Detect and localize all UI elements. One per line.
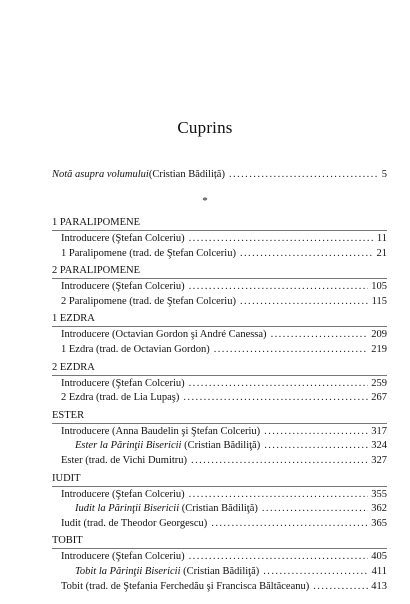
dot-leader — [214, 343, 369, 358]
page-number: 365 — [371, 517, 387, 529]
page-number: 405 — [371, 551, 387, 563]
dot-leader — [240, 295, 369, 310]
toc-entry — [52, 280, 387, 295]
entry-italic-text: Tobit la Părinţii Bisericii — [75, 565, 181, 577]
dot-leader — [240, 247, 374, 262]
dot-leader — [189, 377, 369, 392]
entry-text: (Cristian Bădiliţă) — [179, 503, 258, 515]
dot-leader — [263, 565, 368, 580]
entry-text: Introducere (Ştefan Colceriu) — [61, 281, 185, 293]
section-heading: TOBIT — [52, 534, 387, 549]
toc-entry — [52, 580, 387, 595]
entry-italic-text: Iudit la Părinţii Bisericii — [75, 503, 180, 515]
entry-text: 2 Paralipomene (trad. de Ştefan Colceriu) — [61, 295, 236, 307]
toc-entry — [52, 439, 387, 454]
dot-leader — [211, 517, 368, 532]
entry-text: Introducere (Ştefan Colceriu) — [61, 233, 185, 244]
entry-text: Introducere (Ştefan Colceriu) — [61, 377, 185, 389]
separator-asterisk: * — [202, 195, 208, 207]
toc-entry — [52, 328, 387, 343]
dot-leader — [262, 502, 368, 517]
toc-entry — [52, 377, 387, 392]
toc-section — [52, 312, 387, 357]
page-number: 413 — [371, 580, 387, 592]
toc-entry — [52, 454, 387, 469]
note-entry — [52, 168, 387, 183]
toc-list — [52, 216, 387, 594]
dot-leader — [191, 454, 368, 469]
page-number: 219 — [371, 343, 387, 355]
page-number: 267 — [371, 392, 387, 404]
toc-section — [52, 472, 387, 532]
page-number: 21 — [376, 247, 387, 259]
page-title: Cuprins — [177, 118, 233, 137]
toc-section — [52, 361, 387, 406]
page-number: 115 — [371, 295, 387, 307]
dot-leader — [264, 425, 368, 440]
page-number: 105 — [371, 281, 387, 293]
entry-text: Introducere (Anna Baudelin şi Ştefan Colceriu) — [61, 425, 261, 437]
toc-section — [52, 264, 387, 309]
entry-italic-text: Ester la Părinţii Bisericii — [75, 440, 182, 452]
dot-leader — [189, 488, 369, 503]
entry-text: (Cristian Bădiliţă) — [180, 565, 260, 577]
entry-text: Introducere (Octavian Gordon şi André Canessa) — [61, 329, 267, 341]
dot-leader — [189, 232, 374, 247]
toc-entry — [52, 247, 387, 262]
entry-text: 1 Ezdra (trad. de Octavian Gordon) — [61, 343, 210, 355]
section-heading: 1 EZDRA — [52, 312, 387, 327]
dot-leader — [271, 328, 369, 343]
toc-entry — [52, 550, 387, 565]
page-number: 327 — [371, 454, 387, 466]
dot-leader — [264, 439, 368, 454]
page-number: 11 — [376, 233, 387, 244]
toc-entry — [52, 391, 387, 406]
entry-text: Introducere (Ştefan Colceriu) — [61, 488, 185, 500]
toc-entry — [52, 232, 387, 247]
page-number: 317 — [371, 425, 387, 437]
entry-text: 2 Ezdra (trad. de Lia Lupaş) — [61, 392, 180, 404]
page-number: 209 — [371, 329, 387, 341]
page-number: 324 — [371, 440, 387, 452]
entry-text: Tobit (trad. de Ştefania Ferchedău şi Francisca Băltăceanu) — [61, 580, 310, 592]
toc-entry — [52, 488, 387, 503]
toc-entry — [52, 565, 387, 580]
section-heading: 1 PARALIPOMENE — [52, 216, 387, 231]
page-number: 5 — [381, 169, 387, 180]
toc-entry — [52, 517, 387, 532]
dot-leader — [313, 580, 368, 595]
entry-text: 1 Paralipomene (trad. de Ştefan Colceriu) — [61, 247, 236, 259]
entry-text: Ester (trad. de Vichi Dumitru) — [61, 454, 188, 466]
section-heading: ESTER — [52, 409, 387, 424]
toc-section — [52, 216, 387, 261]
entry-text: Introducere (Ştefan Colceriu) — [61, 551, 185, 563]
entry-text: (Cristian Bădiliță) — [148, 169, 225, 180]
toc-section — [52, 534, 387, 594]
section-heading: IUDIT — [52, 472, 387, 487]
dot-leader — [189, 280, 369, 295]
page-number: 259 — [371, 377, 387, 389]
entry-text: (Cristian Bădiliţă) — [181, 440, 261, 452]
toc-entry — [52, 295, 387, 310]
toc-entry — [52, 343, 387, 358]
toc-entry — [52, 502, 387, 517]
toc-entry — [52, 425, 387, 440]
page-number: 411 — [371, 565, 387, 577]
dot-leader — [189, 550, 369, 565]
toc-entry — [52, 168, 387, 183]
section-heading: 2 EZDRA — [52, 361, 387, 376]
page-number: 362 — [371, 503, 387, 515]
toc-section — [52, 409, 387, 469]
entry-italic-text: Notă asupra volumului — [52, 169, 149, 180]
entry-text: Iudit (trad. de Theodor Georgescu) — [61, 517, 208, 529]
section-heading: 2 PARALIPOMENE — [52, 264, 387, 279]
dot-leader — [183, 391, 368, 406]
page-number: 355 — [371, 488, 387, 500]
dot-leader — [229, 168, 379, 183]
